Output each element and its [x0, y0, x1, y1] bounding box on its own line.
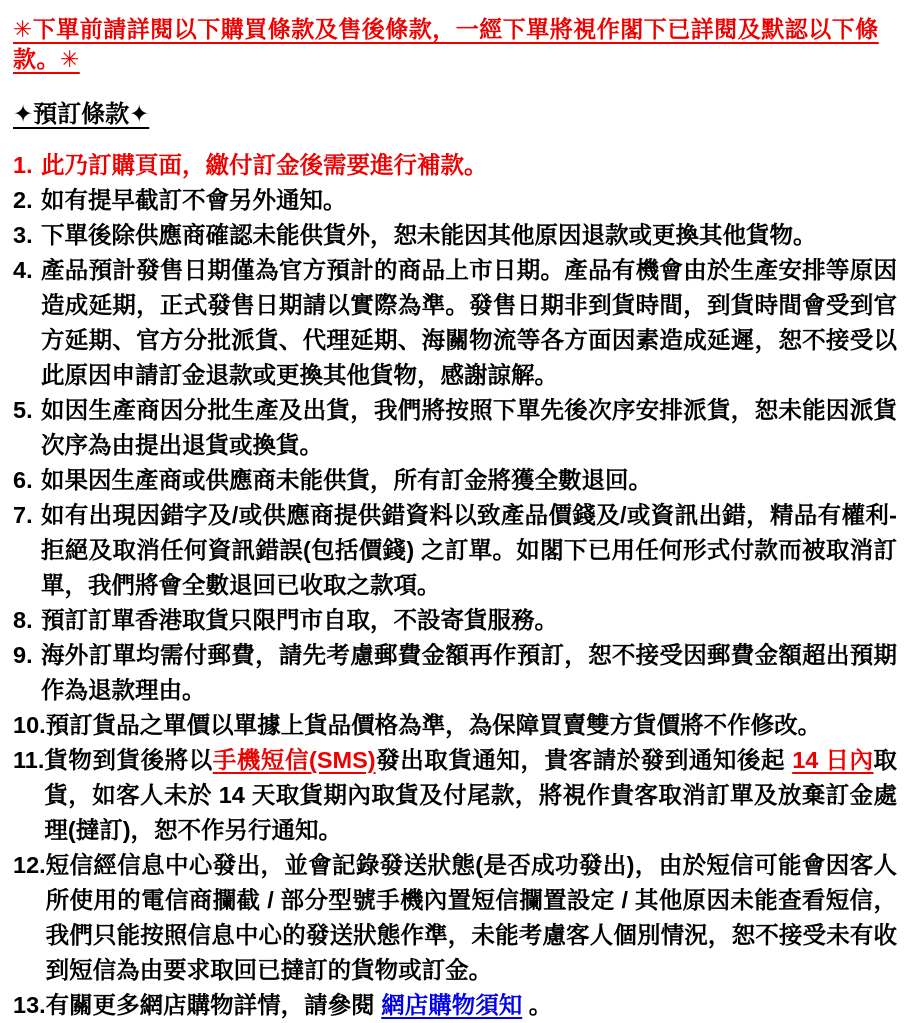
- term-item: [13, 148, 897, 183]
- term-item-text: [41, 148, 897, 183]
- term-text-segment: 如有提早截訂不會另外通知。: [41, 187, 347, 213]
- term-item: [13, 708, 897, 743]
- term-text-segment: 如有出現因錯字及/或供應商提供錯資料以致產品價錢及/或資訊出錯，精品有權利-拒絕及取消任何資訊錯誤(包括價錢) 之訂單。如閣下已用任何形式付款而被取消訂單，我們將會全數退回已收取之款項。: [41, 502, 897, 598]
- term-text-segment: 短信經信息中心發出，並會記錄發送狀態(是否成功發出)，由於短信可能會因客人所使用的電信商攔截 / 部分型號手機內置短信攔置設定 / 其他原因未能查看短信，我們只能按照信息中心的發送狀態作準，未能考慮客人個別情況，恕不接受未有收到短信為由要求取回已撻訂的貨物或訂金。: [45, 852, 897, 983]
- term-item: [13, 498, 897, 603]
- term-item: [13, 218, 897, 253]
- store-shopping-guide-link[interactable]: 網店購物須知: [381, 992, 523, 1018]
- term-text-segment: 下單後除供應商確認未能供貨外，恕未能因其他原因退款或更換其他貨物。: [41, 222, 817, 248]
- term-item-number: 13.: [13, 992, 46, 1018]
- term-item-number: 11.: [13, 747, 45, 773]
- section-heading-preorder-terms: ✦預訂條款✦: [13, 101, 150, 128]
- term-text-segment: 。: [522, 992, 553, 1018]
- term-text-segment: 海外訂單均需付郵費，請先考慮郵費金額再作預訂，恕不接受因郵費金額超出預期作為退款理由。: [41, 642, 897, 703]
- term-item-text: [41, 498, 897, 603]
- term-item-number: 3.: [13, 222, 33, 248]
- term-text-segment: 預訂貨品之單價以單據上貨品價格為準，為保障買賣雙方貨價將不作修改。: [45, 712, 822, 738]
- term-item-text: [41, 183, 897, 218]
- term-item-number: 9.: [13, 642, 33, 668]
- pre-order-notice-banner: ✳下單前請詳閱以下購買條款及售後條款，一經下單將視作閣下已詳閱及默認以下條款。✳: [13, 16, 879, 72]
- term-item-text: [46, 848, 897, 988]
- term-item-text: [41, 393, 897, 463]
- term-text-segment: 如因生產商因分批生產及出貨，我們將按照下單先後次序安排派貨，恕未能因派貨次序為由提出退貨或換貨。: [41, 397, 897, 458]
- term-item-number: 2.: [13, 187, 33, 213]
- term-item: [13, 988, 897, 1023]
- term-text-segment: 發出取貨通知，貴客請於發到通知後起: [375, 747, 793, 773]
- term-item-text: [44, 743, 897, 848]
- term-text-segment: 取貨，如客人未於 14 天取貨期內取貨及付尾款，將視作貴客取消訂單及放棄訂金處理(撻訂)，恕不作另行通知。: [44, 747, 898, 843]
- term-item-number: 6.: [13, 467, 33, 493]
- term-item-number: 5.: [13, 397, 33, 423]
- term-text-segment: 產品預計發售日期僅為官方預計的商品上市日期。產品有機會由於生產安排等原因造成延期，正式發售日期請以實際為準。發售日期非到貨時間，到貨時間會受到官方延期、官方分批派貨、代理延期、海關物流等各方面因素造成延遲，恕不接受以此原因申請訂金退款或更換其他貨物，感謝諒解。: [41, 257, 897, 388]
- term-item-number: 1.: [13, 152, 33, 178]
- term-item-text: [46, 708, 897, 743]
- term-text-segment: 預訂訂單香港取貨只限門市自取，不設寄貨服務。: [41, 607, 558, 633]
- term-item: [13, 848, 897, 988]
- term-item-number: 12.: [13, 852, 46, 878]
- term-item: [13, 743, 897, 848]
- term-item-number: 7.: [13, 502, 33, 528]
- term-text-segment: 如果因生產商或供應商未能供貨，所有訂金將獲全數退回。: [41, 467, 652, 493]
- term-item-text: [46, 988, 897, 1023]
- term-item: [13, 393, 897, 463]
- term-item: [13, 253, 897, 393]
- term-item-text: [41, 603, 897, 638]
- term-item: [13, 603, 897, 638]
- term-item-text: [41, 218, 897, 253]
- term-text-segment: 此乃訂購頁面，繳付訂金後需要進行補款。: [41, 152, 488, 178]
- term-item-number: 10.: [13, 712, 46, 738]
- terms-list: [13, 148, 897, 1023]
- term-text-segment: 手機短信(SMS): [212, 747, 376, 773]
- term-item-text: [41, 253, 897, 393]
- term-item-text: [41, 638, 897, 708]
- term-item: [13, 183, 897, 218]
- term-text-segment: 貨物到貨後將以: [44, 747, 213, 773]
- term-item-number: 8.: [13, 607, 33, 633]
- term-text-segment: 有關更多網店購物詳情，請參閱: [45, 992, 382, 1018]
- term-text-segment: 14 日內: [792, 747, 874, 773]
- term-item-text: [41, 463, 897, 498]
- term-item: [13, 638, 897, 708]
- term-item-number: 4.: [13, 257, 33, 283]
- term-item: [13, 463, 897, 498]
